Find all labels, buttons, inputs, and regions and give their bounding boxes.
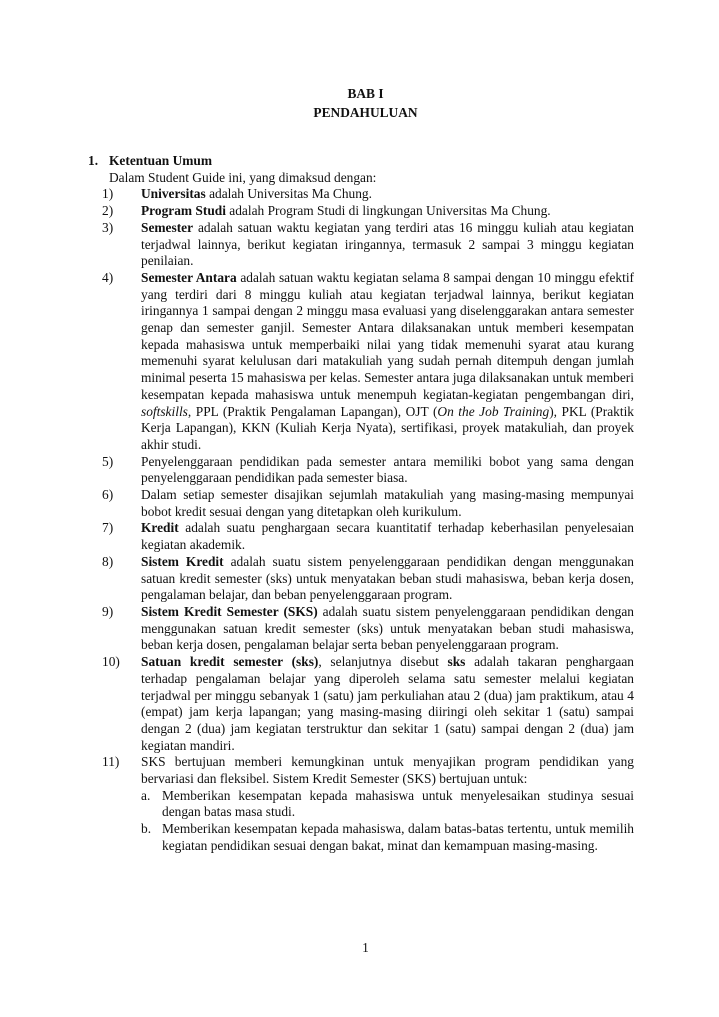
- item-number: 8): [102, 553, 114, 569]
- section-heading: [88, 153, 634, 170]
- item-text: adalah suatu sistem penyelenggaraan pendidikan dengan menggunakan satuan kredit semester (sks) untuk menyatakan beban studi mahasiswa, beban kerja dosen, pengalaman belajar, dan beban penyelenggaraan program.: [141, 553, 634, 603]
- term: Semester Antara: [141, 269, 237, 285]
- sub-item-letter: b.: [141, 821, 152, 837]
- item-number: 5): [102, 453, 114, 469]
- page-number: 1: [362, 940, 369, 955]
- list-item: [88, 454, 634, 487]
- term: Kredit: [141, 520, 179, 536]
- term: Universitas: [141, 186, 206, 202]
- item-emphasis: On the Job Training: [437, 403, 550, 419]
- item-text: ), PKL (Praktik Kerja Lapangan), KKN (Kuliah Kerja Nyata), sertifikasi, proyek matakuliah, dan proyek akhir studi.: [141, 403, 634, 452]
- item-text: adalah Program Studi di lingkungan Universitas Ma Chung.: [225, 203, 551, 219]
- list-item: [88, 487, 634, 520]
- list-item: [88, 270, 634, 454]
- list-item: [88, 186, 634, 203]
- item-number: 9): [102, 603, 114, 619]
- item-number: 2): [102, 203, 114, 219]
- section-intro: Dalam Student Guide ini, yang dimaksud dengan:: [109, 169, 377, 185]
- term: sks: [447, 654, 466, 670]
- sub-list-item: [141, 788, 634, 821]
- item-text: Dalam setiap semester disajikan sejumlah matakuliah yang masing-masing mempunyai bobot kredit sesuai dengan yang ditetapkan oleh kurikulum.: [141, 487, 634, 519]
- item-text: , selanjutnya disebut: [318, 654, 448, 670]
- item-text: adalah Universitas Ma Chung.: [205, 186, 372, 202]
- sub-item-letter: a.: [141, 787, 151, 803]
- item-text: adalah suatu sistem penyelenggaraan pendidikan dengan menggunakan satuan kredit semester (sks) untuk menyatakan beban studi mahasiswa, beban kerja dosen, pengalaman belajar serta beban penyelenggaraan program.: [141, 603, 634, 653]
- item-text: , PPL (Praktik Pengalaman Lapangan), OJT (: [187, 403, 438, 419]
- sub-list: [141, 788, 634, 855]
- item-text: adalah satuan waktu kegiatan selama 8 sampai dengan 10 minggu efektif yang terdiri dari 8 minggu kuliah atau kegiatan terjadwal lainnya, berikut kegiatan iringannya 1 sampai dengan 2 minggu masa evaluasi yang diselenggarakan antara semester genap dan semester ganjil. Semester Antara dilaksanakan untuk memberi kesempatan kepada mahasiswa untuk memperbaiki nilai yang tidak memenuhi syarat atau kurang memenuhi syarat kelulusan dari matakuliah yang sudah pernah ditempuh dengan jumlah minimal peserta 15 mahasiswa per kelas. Semester antara juga dilaksanakan untuk memberi kesempatan kepada mahasiswa untuk menempuh kegiatan-kegiatan pengembangan diri,: [141, 269, 634, 402]
- list-item: [88, 203, 634, 220]
- sub-list-item: [141, 821, 634, 854]
- term: Satuan kredit semester (sks): [141, 654, 319, 670]
- item-text: adalah takaran penghargaan terhadap pengalaman belajar yang diperoleh selama satu semester melalui kegiatan terjadwal per minggu sebanyak 1 (satu) jam perkuliahan atau 2 (dua) jam praktikum, atau 4 (empat) jam kerja lapangan; yang masing-masing diiringi oleh sekitar 1 (satu) sampai dengan 2 (dua) jam kegiatan terstruktur dan sekitar 1 (satu) sampai dengan 2 (dua) jam kegiatan mandiri.: [141, 654, 634, 753]
- list-item: [88, 220, 634, 270]
- definition-list: [88, 186, 634, 854]
- item-number: 10): [102, 654, 120, 670]
- chapter-label: BAB I: [347, 86, 384, 101]
- section-number: 1.: [88, 153, 99, 168]
- item-text: adalah suatu penghargaan secara kuantitatif terhadap keberhasilan penyelesaian kegiatan akademik.: [141, 520, 634, 553]
- term: Sistem Kredit Semester (SKS): [141, 603, 318, 619]
- item-text: adalah satuan waktu kegiatan yang terdiri atas 16 minggu kuliah atau kegiatan terjadwal lainnya, berikut kegiatan iringannya, termasuk 2 sampai 3 minggu kegiatan penilaian.: [141, 219, 634, 269]
- list-item: [88, 554, 634, 604]
- section-ketentuan-umum: [88, 153, 634, 855]
- item-number: 6): [102, 487, 114, 503]
- list-item: [88, 754, 634, 854]
- list-item: [88, 654, 634, 754]
- item-number: 3): [102, 219, 114, 235]
- sub-item-text: Memberikan kesempatan kepada mahasiswa untuk menyelesaikan studinya sesuai dengan batas masa studi.: [162, 787, 634, 820]
- item-emphasis: softskills: [141, 403, 188, 419]
- list-item: [88, 520, 634, 553]
- list-item: [88, 604, 634, 654]
- item-text: SKS bertujuan memberi kemungkinan untuk menyajikan program pendidikan yang bervariasi dan fleksibel. Sistem Kredit Semester (SKS) bertujuan untuk:: [141, 754, 634, 787]
- chapter-title: PENDAHULUAN: [313, 105, 418, 120]
- term: Program Studi: [141, 203, 226, 219]
- term: Sistem Kredit: [141, 553, 224, 569]
- item-number: 4): [102, 269, 114, 285]
- item-number: 1): [102, 186, 114, 202]
- section-title: Ketentuan Umum: [109, 153, 213, 168]
- item-number: 7): [102, 520, 114, 536]
- chapter-heading: [0, 84, 719, 122]
- item-text: Penyelenggaraan pendidikan pada semester antara memiliki bobot yang sama dengan penyelenggaraan pendidikan pada semester biasa.: [141, 453, 634, 486]
- term: Semester: [141, 219, 194, 235]
- item-number: 11): [102, 754, 120, 770]
- sub-item-text: Memberikan kesempatan kepada mahasiswa, dalam batas-batas tertentu, untuk memilih kegiatan pendidikan sesuai dengan bakat, minat dan kemampuan masing-masing.: [162, 821, 634, 853]
